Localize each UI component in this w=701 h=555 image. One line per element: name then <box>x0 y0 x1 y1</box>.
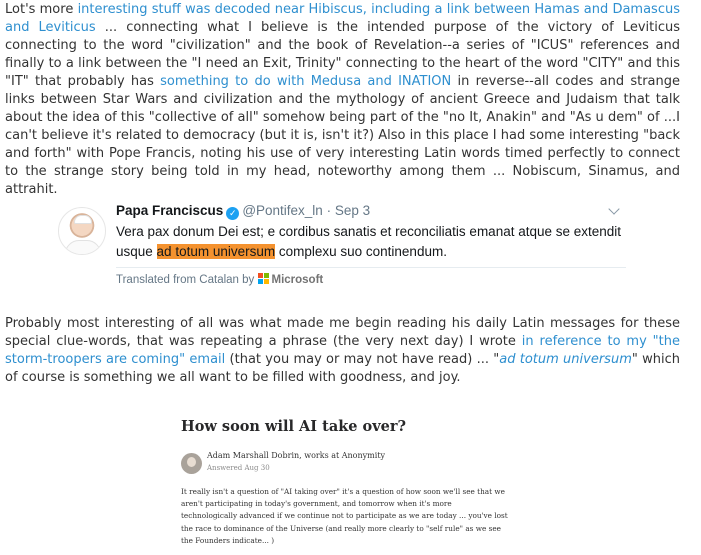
para1-text-1: Lot's more <box>5 2 78 17</box>
translator-name[interactable]: Microsoft <box>271 274 324 286</box>
tweet-header <box>116 203 370 220</box>
translation-note <box>116 273 323 286</box>
quora-answer-screenshot <box>172 408 517 555</box>
translated-from-label: Translated from Catalan by <box>116 274 258 286</box>
tweet-highlighted-phrase: ad totum universum <box>156 244 276 259</box>
avatar[interactable] <box>58 207 106 255</box>
link-storm-troopers-email[interactable]: in reference to my "the storm-troopers are coming" email <box>5 334 680 367</box>
author-avatar <box>181 453 202 474</box>
divider <box>116 267 626 268</box>
tweet-author-name[interactable]: Papa Franciscus <box>116 203 224 218</box>
quora-answer-body: It really isn't a question of "AI taking over" it's a question of how soon we'll see that we aren't participating in today's government, and tomorrow when it's more technologically advanced if we continue not to participate as we are today ... you've lost the race to dominance of the Universe (and really more clearly to "self rule" as we see the Founders indicate... ) <box>181 487 508 545</box>
chevron-down-icon[interactable] <box>608 203 619 214</box>
microsoft-logo-icon <box>258 273 269 284</box>
tweet-text <box>116 222 626 262</box>
verified-badge-icon: ✓ <box>226 207 239 220</box>
paragraph-latin-messages <box>5 315 680 387</box>
tweet-handle[interactable]: @Pontifex_ln <box>242 203 323 218</box>
quora-question-title: How soon will AI take over? <box>181 418 407 435</box>
link-hibiscus-hamas-damascus[interactable]: interesting stuff was decoded near Hibiscus, including a link between Hamas and Damascus and Leviticus <box>5 2 680 35</box>
para1-text-2: ... connecting what I believe is the intended purpose of the victory of Leviticus connecting to the word "civilization" and the book of Revelation--a series of "ICUS" references and finally to a link between the "I need an Exit, Trinity" connecting to the heart of the word "CITY" and this "IT" that probably has <box>5 20 680 89</box>
para2-text-2: (that you may or may not have read) ... " <box>225 352 500 367</box>
quora-answer-date: Answered Aug 30 <box>207 464 270 472</box>
tweet-text-after: complexu suo continendum. <box>275 244 447 259</box>
tweet-separator: · <box>326 203 332 218</box>
para1-text-3: in reverse--all codes and strange links between Star Wars and civilization and the mythology of ancient Greece and Judaism that talk about the idea of this "collective of all" somehow being part of the "no It, Anakin" and "As u dem" of ...I can't believe it's related to democracy (but it is, isn't it?) Also in this place I had some interesting "back and forth" with Pope Francis, noting his use of very interesting Latin words timed perfectly to connect to the strange story being told in my head, noteworthy among them ... Nobiscum, Sinamus, and attrahit. <box>5 74 681 197</box>
tweet-text-before: Vera pax donum Dei est; e cordibus sanatis et reconciliatis emanat atque se extendit usque <box>116 224 622 259</box>
paragraph-intro <box>5 1 680 199</box>
para2-text-1: Probably most interesting of all was what made me begin reading his daily Latin messages for these special clue-words, that was repeating a phrase (the very next day) I wrote <box>5 316 680 349</box>
tweet-date[interactable]: Sep 3 <box>334 203 371 218</box>
link-ad-totum-universum[interactable]: ad totum universum <box>499 352 632 367</box>
quora-author: Adam Marshall Dobrin, works at Anonymity <box>207 451 386 460</box>
link-medusa-ination[interactable]: something to do with Medusa and INATION <box>160 74 452 89</box>
para2-text-3: " which of course is something we all want to be filled with goodness, and joy. <box>5 352 680 385</box>
embedded-tweet[interactable] <box>58 197 633 292</box>
